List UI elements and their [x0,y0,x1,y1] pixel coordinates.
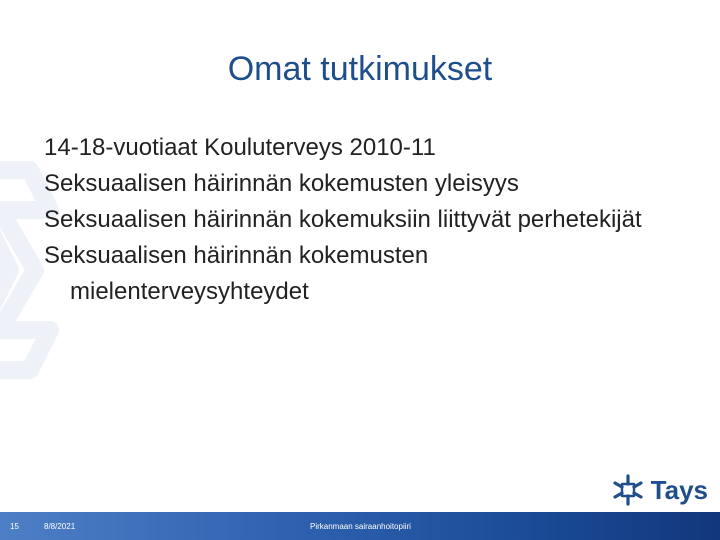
footer-bar [0,512,720,540]
logo-text: Tays [650,474,708,505]
slide-number: 15 [10,522,19,531]
tays-logo-icon [609,472,647,508]
bullet-list [44,130,644,310]
tays-logo [609,472,708,508]
bullet-item: Seksuaalisen häirinnän kokemusten mielenterveysyhteydet [44,242,429,305]
bullet-item: Seksuaalisen häirinnän kokemuksiin liittyvät perhetekijät [44,206,642,233]
footer-organization: Pirkanmaan sairaanhoitopiiri [310,522,411,531]
bullet-item: 14-18-vuotiaat Kouluterveys 2010-11 [44,134,436,161]
footer-date: 8/8/2021 [44,522,76,531]
bullet-item: Seksuaalisen häirinnän kokemusten yleisyys [44,170,519,197]
slide-title: Omat tutkimukset [227,50,493,88]
